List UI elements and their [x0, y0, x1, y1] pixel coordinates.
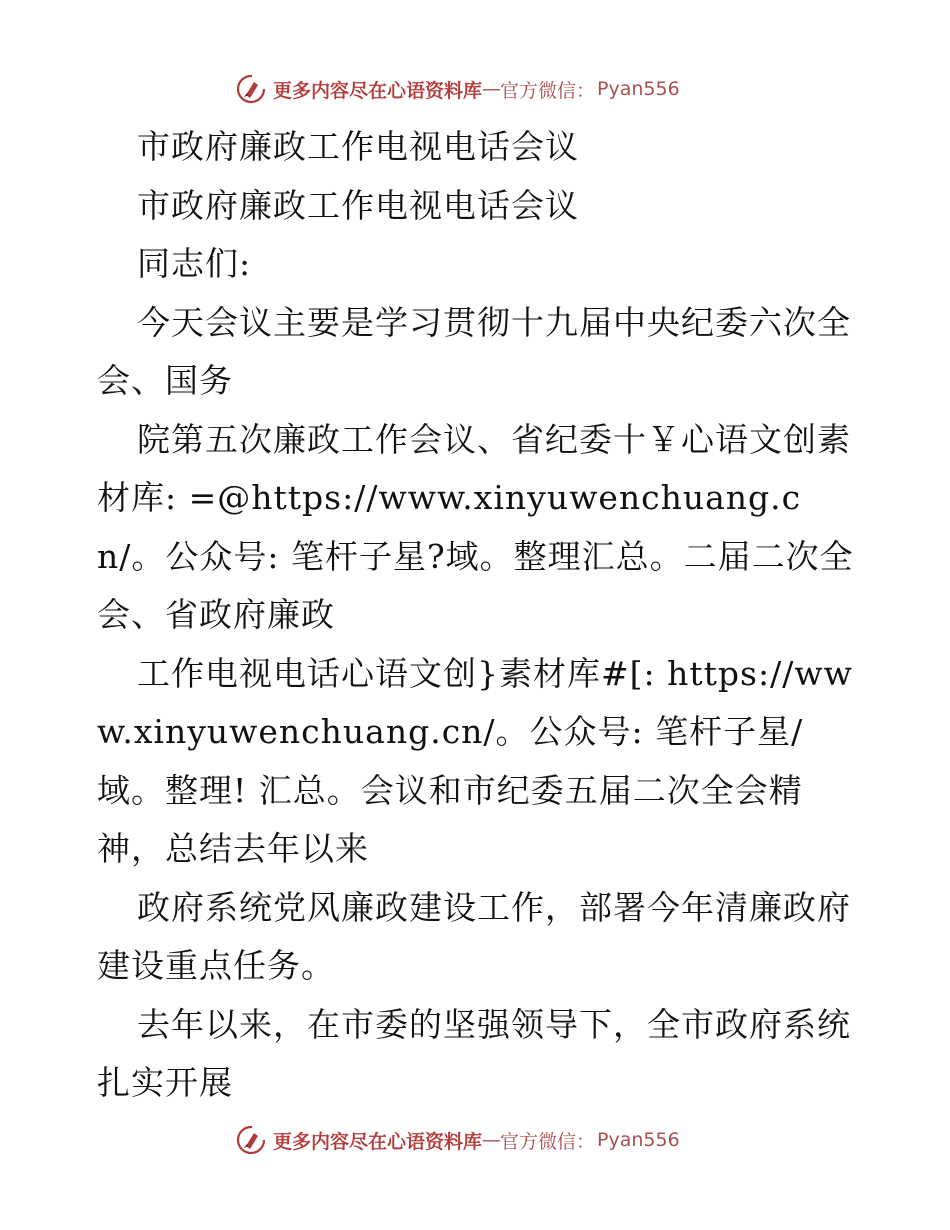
pen-nib-logo-icon: [235, 1124, 267, 1156]
document-body: [97, 118, 857, 1113]
watermark-brand: 更多内容尽在心语资料库: [273, 1130, 483, 1153]
watermark-wechat-id: Pyan556: [597, 1129, 680, 1151]
paragraph: 工作电视电话心语文创}素材库#[: https://www.xinyuwenchuang.cn/。公众号: 笔杆子星/域。整理! 汇总。会议和市纪委五届二次全会精神，总结去年以来: [97, 653, 853, 868]
paragraph: 今天会议主要是学习贯彻十九届中央纪委六次全会、国务: [97, 302, 851, 400]
paragraph-salutation: 同志们:: [137, 244, 252, 283]
watermark-footer: [235, 1123, 680, 1157]
watermark-dash: —: [482, 1129, 501, 1151]
watermark-wechat-id: Pyan556: [597, 78, 680, 100]
paragraph: 院第五次廉政工作会议、省纪委十￥心语文创素材库: =@https://www.xinyuwenchuang.cn/。公众号: 笔杆子星?域。整理汇总。二届二次全会、省政府廉政: [97, 419, 854, 634]
watermark-brand: 更多内容尽在心语资料库: [273, 79, 483, 102]
paragraph-title-2: 市政府廉政工作电视电话会议: [137, 185, 579, 225]
watermark-header: [235, 72, 680, 106]
paragraph: 政府系统党风廉政建设工作，部署今年清廉政府建设重点任务。: [97, 887, 851, 985]
paragraph: 去年以来，在市委的坚强领导下，全市政府系统扎实开展: [97, 1004, 851, 1102]
watermark-label: 官方微信：: [500, 79, 596, 102]
watermark-dash: —: [482, 78, 501, 100]
watermark-label: 官方微信：: [500, 1130, 596, 1153]
paragraph-title-1: 市政府廉政工作电视电话会议: [137, 127, 579, 166]
pen-nib-logo-icon: [235, 73, 267, 105]
